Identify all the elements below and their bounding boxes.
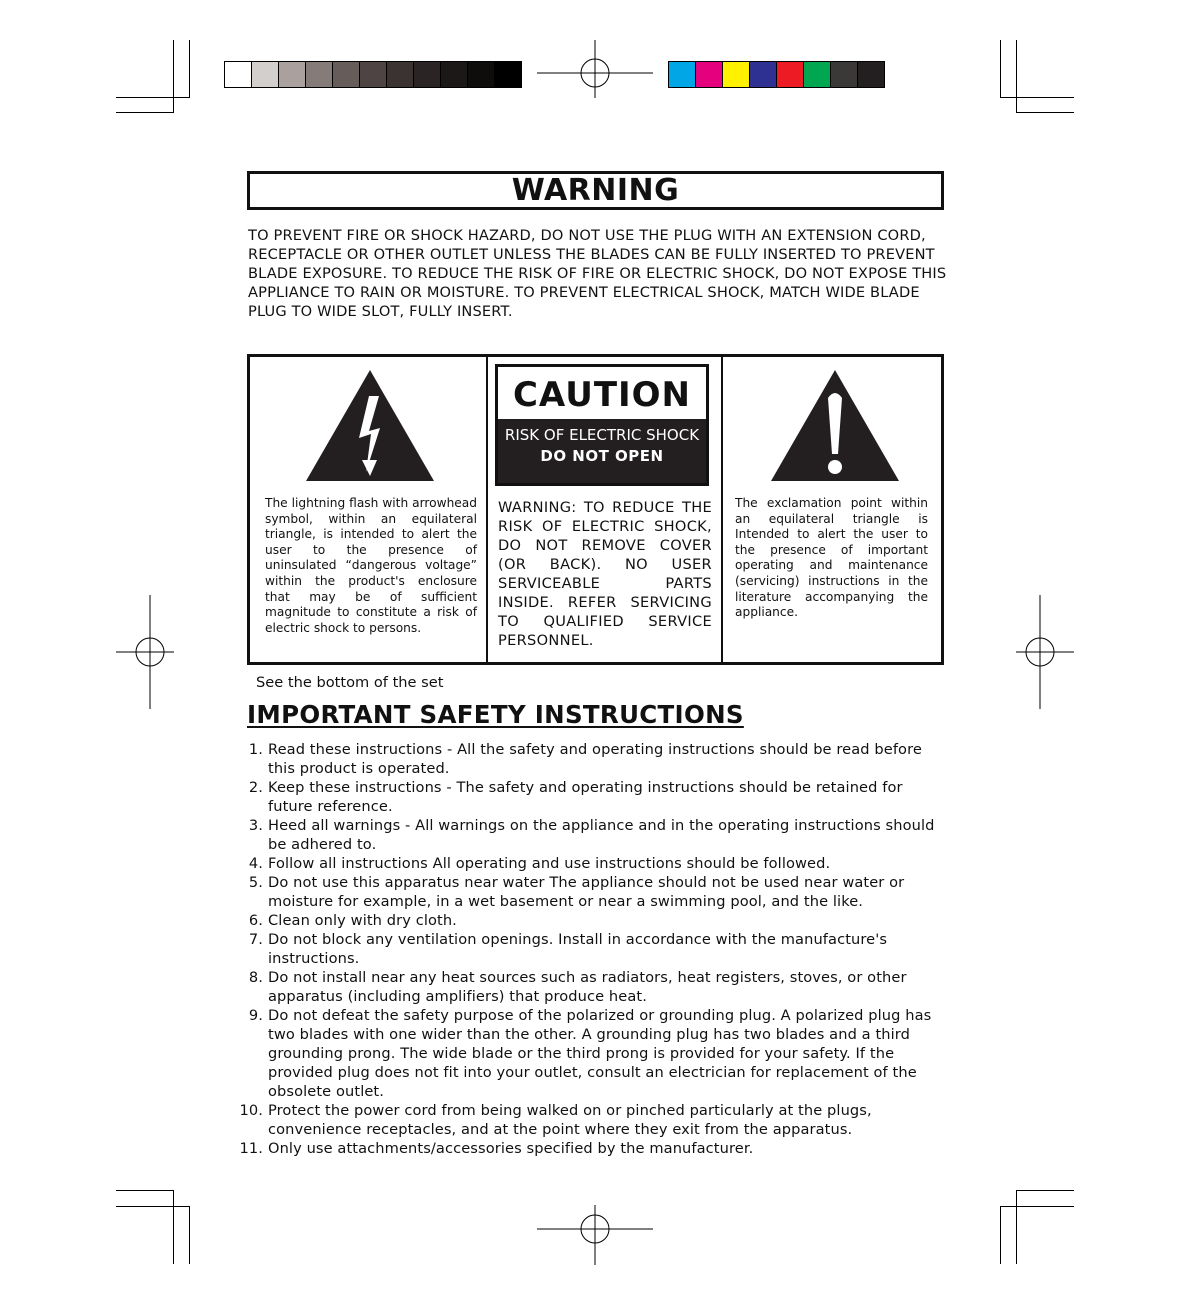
- calibration-swatch: [830, 61, 858, 88]
- instruction-item: [232, 778, 947, 816]
- calibration-swatch: [359, 61, 387, 88]
- calibration-swatch: [722, 61, 750, 88]
- caution-label: [495, 364, 709, 486]
- instruction-item: [232, 854, 947, 873]
- instruction-text: Do not install near any heat sources such as radiators, heat registers, stoves, or other apparatus (including amplifiers) that produce heat.: [268, 969, 907, 1005]
- see-bottom-note: See the bottom of the set: [256, 674, 444, 691]
- exclamation-triangle-icon: [768, 368, 902, 483]
- calibration-swatch: [440, 61, 468, 88]
- instruction-text: Follow all instructions All operating and use instructions should be followed.: [268, 855, 831, 872]
- instruction-number: 5.: [248, 874, 263, 891]
- registration-mark-left: [116, 595, 174, 709]
- caution-risk-text: RISK OF ELECTRIC SHOCK: [504, 426, 700, 444]
- instruction-number: 6.: [248, 912, 263, 929]
- instruction-item: [232, 911, 947, 930]
- instruction-number: 10.: [239, 1102, 263, 1119]
- calibration-swatch: [695, 61, 723, 88]
- instruction-text: Protect the power cord from being walked on or pinched particularly at the plugs, convenience receptacles, and at the point where they exit from the apparatus.: [268, 1102, 872, 1138]
- instruction-item: [232, 740, 947, 778]
- instruction-text: Do not block any ventilation openings. Install in accordance with the manufacture's instructions.: [268, 931, 888, 967]
- instruction-item: [232, 930, 947, 968]
- instruction-text: Only use attachments/accessories specified by the manufacturer.: [268, 1140, 754, 1157]
- instruction-text: Clean only with dry cloth.: [268, 912, 457, 929]
- instruction-number: 2.: [248, 779, 263, 796]
- registration-mark-bottom: [537, 1205, 653, 1265]
- caution-title: CAUTION: [512, 375, 692, 415]
- instruction-text: Do not use this apparatus near water The appliance should not be used near water or moisture for example, in a wet basement or near a swimming pool, and the like.: [268, 874, 905, 910]
- caution-dark-band: [498, 419, 706, 483]
- warning-text: TO PREVENT FIRE OR SHOCK HAZARD, DO NOT USE THE PLUG WITH AN EXTENSION CORD, RECEPTACLE OR OTHER OUTLET UNLESS THE BLADES CAN BE FULLY INSERTED TO PREVENT BLADE EXPOSURE. TO REDUCE THE RISK OF FIRE OR ELECTRIC SHOCK, DO NOT EXPOSE THIS APPLIANCE TO RAIN OR MOISTURE. TO PREVENT ELECTRICAL SHOCK, MATCH WIDE BLADE PLUG TO WIDE SLOT, FULLY INSERT.: [248, 227, 947, 320]
- registration-mark-top: [537, 40, 653, 98]
- instruction-text: Do not defeat the safety purpose of the polarized or grounding plug. A polarized plug has two blades with one wider than the other. A grounding plug has two blades and a third grounding prong. The wide blade or the third prong is provided for your safety. If the provided plug does not fit into your outlet, consult an electrician for replacement of the obsolete outlet.: [268, 1007, 932, 1100]
- instruction-number: 11.: [239, 1140, 263, 1157]
- calibration-swatch: [278, 61, 306, 88]
- calibration-swatch: [668, 61, 696, 88]
- calibration-swatch: [224, 61, 252, 88]
- calibration-swatch: [803, 61, 831, 88]
- instruction-item: [232, 1006, 947, 1101]
- instruction-number: 1.: [248, 741, 263, 758]
- calibration-swatch: [467, 61, 495, 88]
- instruction-item: [232, 968, 947, 1006]
- safety-instructions-title: IMPORTANT SAFETY INSTRUCTIONS: [247, 700, 744, 729]
- calibration-swatch: [305, 61, 333, 88]
- instruction-text: Heed all warnings - All warnings on the appliance and in the operating instructions should be adhered to.: [268, 817, 935, 853]
- registration-mark-right: [1016, 595, 1074, 709]
- calibration-swatch: [494, 61, 522, 88]
- lightning-triangle-icon: [303, 368, 437, 483]
- calibration-swatch: [332, 61, 360, 88]
- safety-instructions-list: [232, 740, 947, 1158]
- calibration-swatch: [857, 61, 885, 88]
- exclamation-description: The exclamation point within an equilateral triangle is Intended to alert the user to the presence of important operating and maintenance (servicing) instructions in the literature accompanying the appliance.: [735, 496, 928, 620]
- calibration-swatch: [386, 61, 414, 88]
- instruction-item: [232, 873, 947, 911]
- calibration-swatch: [251, 61, 279, 88]
- instruction-number: 3.: [248, 817, 263, 834]
- instruction-text: Keep these instructions - The safety and operating instructions should be retained for future reference.: [268, 779, 903, 815]
- instruction-item: [232, 1101, 947, 1139]
- caution-table: [247, 354, 944, 665]
- calibration-swatch: [749, 61, 777, 88]
- column-divider: [721, 357, 723, 662]
- caution-warning-text: WARNING: TO REDUCE THE RISK OF ELECTRIC SHOCK, DO NOT REMOVE COVER (OR BACK). NO USER SERVICEABLE PARTS INSIDE. REFER SERVICING TO QUALIFIED SERVICE PERSONNEL.: [498, 499, 712, 649]
- column-divider: [486, 357, 488, 662]
- instruction-number: 7.: [248, 931, 263, 948]
- calibration-swatch: [776, 61, 804, 88]
- instruction-text: Read these instructions - All the safety and operating instructions should be read before this product is operated.: [268, 741, 922, 777]
- lightning-description: The lightning flash with arrowhead symbol, within an equilateral triangle, is intended to alert the user to the presence of uninsulated “dangerous voltage” within the product's enclosure that may be of sufficient magnitude to constitute a risk of electric shock to persons.: [265, 496, 477, 635]
- warning-title: WARNING: [247, 171, 944, 210]
- instruction-number: 9.: [248, 1007, 263, 1024]
- instruction-item: [232, 1139, 947, 1158]
- caution-do-not-open: DO NOT OPEN: [540, 447, 664, 465]
- instruction-number: 4.: [248, 855, 263, 872]
- instruction-item: [232, 816, 947, 854]
- instruction-number: 8.: [248, 969, 263, 986]
- calibration-swatch: [413, 61, 441, 88]
